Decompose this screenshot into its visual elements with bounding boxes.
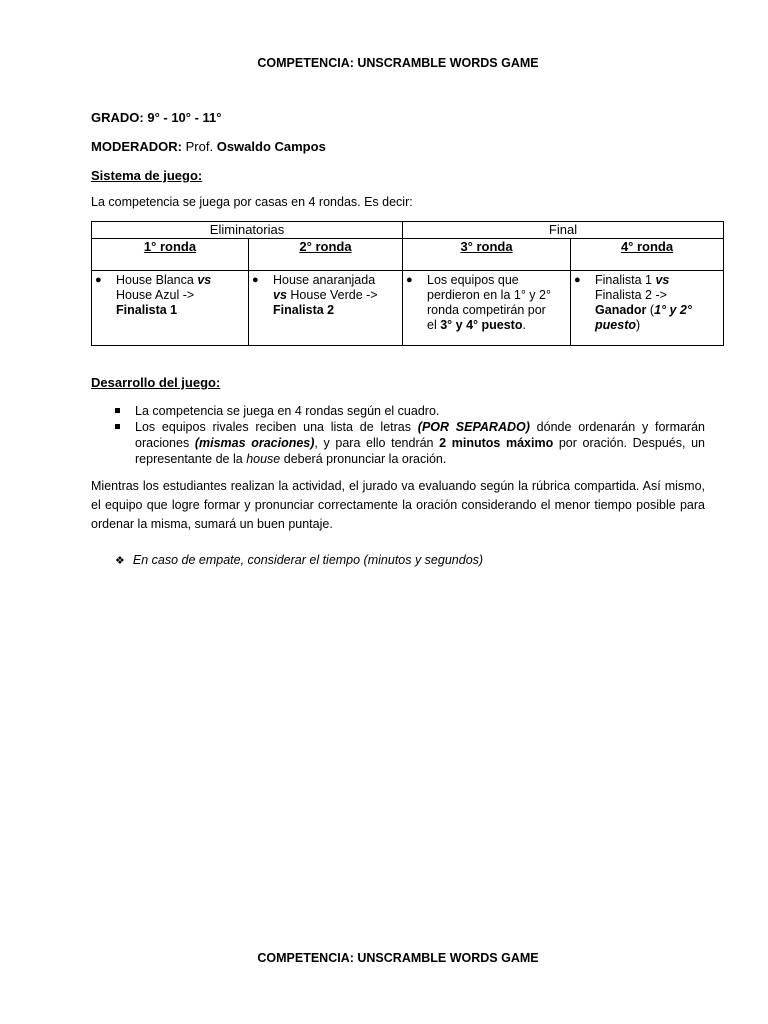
bullet1-text: La competencia se juega en 4 rondas según el cuadro. xyxy=(135,404,440,418)
list-item xyxy=(91,419,705,467)
tie-note xyxy=(115,553,483,567)
page-title: COMPETENCIA: UNSCRAMBLE WORDS GAME xyxy=(257,56,539,70)
c3-line2: perdieron en la 1° y 2° xyxy=(427,288,551,302)
c2-team-a: House anaranjada xyxy=(273,273,376,287)
table-group-row xyxy=(92,222,724,239)
sistema-intro: La competencia se juega por casas en 4 rondas. Es decir: xyxy=(91,195,413,209)
c1-team-b: House Azul -> xyxy=(116,288,195,302)
c1-result: Finalista 1 xyxy=(116,303,178,317)
grado-line xyxy=(91,110,221,125)
c4-puesto: puesto xyxy=(595,318,636,332)
c3-line3: ronda competirán por xyxy=(427,303,546,317)
moderador-prefix: Prof. xyxy=(185,139,214,154)
c3-line4-pre: el xyxy=(427,318,437,332)
c4-team-a: Finalista 1 xyxy=(595,273,652,287)
table-row xyxy=(92,271,724,346)
bullet2-h: house xyxy=(246,452,281,466)
c4-close: ) xyxy=(636,318,641,332)
round-2-header: 2° ronda xyxy=(249,239,403,271)
c3-line1: Los equipos que xyxy=(427,273,519,287)
moderador-label: MODERADOR: xyxy=(91,139,182,154)
round-4-cell xyxy=(571,271,724,346)
bullet2-e: , y para ello tendrán xyxy=(314,436,434,450)
desarrollo-heading: Desarrollo del juego: xyxy=(91,375,221,390)
round-3-cell xyxy=(403,271,571,346)
c4-winner: Ganador xyxy=(595,303,647,317)
c2-team-b: House Verde -> xyxy=(290,288,378,302)
round-1-cell xyxy=(92,271,249,346)
group-eliminatorias: Eliminatorias xyxy=(92,222,403,239)
bullet2-c: dónde ordenarán y formarán oraciones xyxy=(135,420,705,450)
c4-team-b: Finalista 2 -> xyxy=(595,288,667,302)
c4-place: 1° y 2° xyxy=(654,303,692,317)
list-item xyxy=(91,403,705,419)
rounds-table xyxy=(91,221,724,346)
document-page xyxy=(91,0,705,1024)
bullet2-a: Los equipos rivales reciben una lista de letras xyxy=(135,420,411,434)
moderador-name: Oswaldo Campos xyxy=(216,139,326,154)
c1-team-a: House Blanca xyxy=(116,273,194,287)
bullet2-b: (POR SEPARADO) xyxy=(417,420,530,434)
c2-result: Finalista 2 xyxy=(273,303,335,317)
desarrollo-list xyxy=(91,403,705,467)
evaluation-paragraph: Mientras los estudiantes realizan la actividad, el jurado va evaluando según la rúbrica compartida. Así mismo, el equipo que logre formar y pronunciar correctamente la oración considerando el menor tiempo posible para ordenar la misma, sumará un buen puntaje. xyxy=(91,479,705,531)
c1-vs: vs xyxy=(197,273,212,287)
moderador-line xyxy=(91,139,326,154)
group-final: Final xyxy=(403,222,724,239)
round-2-cell xyxy=(249,271,403,346)
tie-note-text: En caso de empate, considerar el tiempo (minutos y segundos) xyxy=(132,553,484,567)
c4-open: ( xyxy=(649,303,655,317)
c2-vs: vs xyxy=(273,288,287,302)
square-bullet-icon xyxy=(115,408,120,413)
c4-vs: vs xyxy=(655,273,670,287)
bullet-dot-icon: ● xyxy=(406,274,413,286)
bullet-dot-icon: ● xyxy=(574,274,581,286)
page-footer-title: COMPETENCIA: UNSCRAMBLE WORDS GAME xyxy=(257,951,539,965)
bullet2-g: por oración. Después, un representante de la xyxy=(135,436,705,466)
grado-value: 9° - 10° - 11° xyxy=(147,110,222,125)
bullet2-d: (mismas oraciones) xyxy=(194,436,315,450)
sistema-heading: Sistema de juego: xyxy=(91,168,203,183)
diamond-bullet-icon: ❖ xyxy=(115,555,125,567)
round-3-header: 3° ronda xyxy=(403,239,571,271)
round-4-header: 4° ronda xyxy=(571,239,724,271)
round-1-header: 1° ronda xyxy=(92,239,249,271)
bullet2-f: 2 minutos máximo xyxy=(439,436,554,450)
bullet-dot-icon: ● xyxy=(95,274,102,286)
square-bullet-icon xyxy=(115,424,120,429)
table-round-row xyxy=(92,239,724,271)
bullet2-i: deberá pronunciar la oración. xyxy=(283,452,447,466)
c3-line4-post: . xyxy=(522,318,526,332)
c3-line4-bold: 3° y 4° puesto xyxy=(440,318,523,332)
grado-label: GRADO: xyxy=(91,110,144,125)
bullet-dot-icon: ● xyxy=(252,274,259,286)
